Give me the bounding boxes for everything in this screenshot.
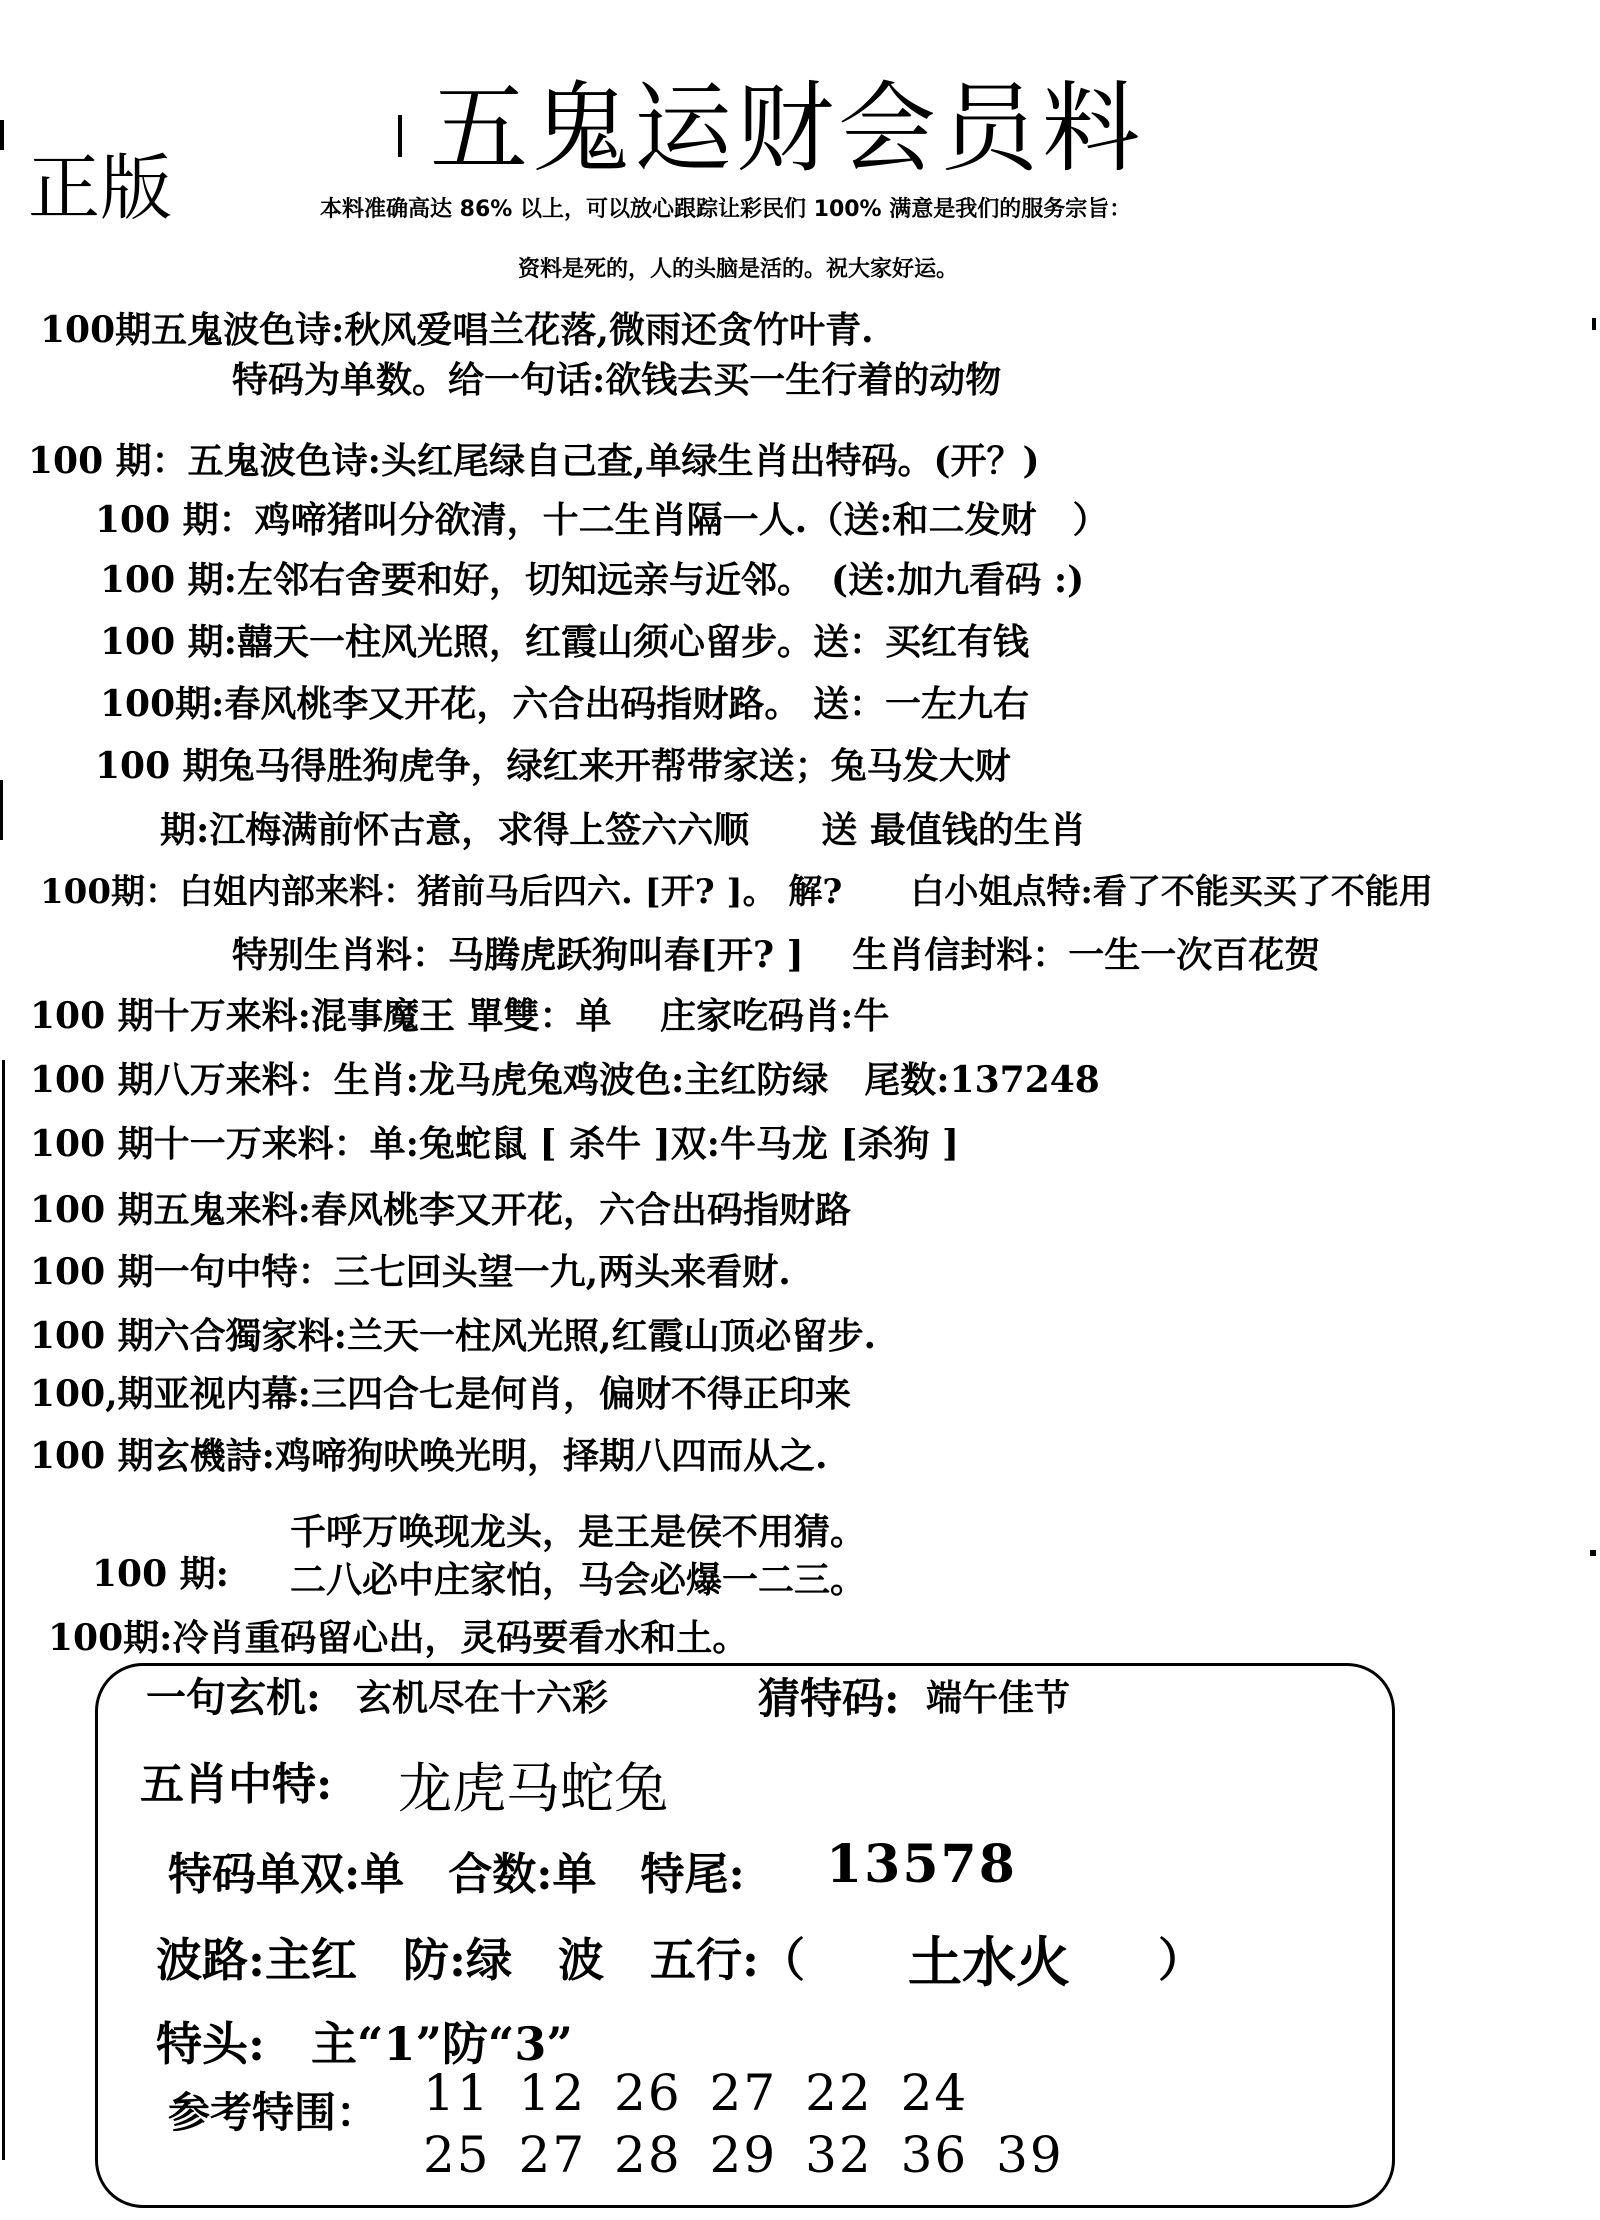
list-item: 100 期兔马得胜狗虎争，绿红来开帮带家送；兔马发大财 (95, 745, 1011, 787)
ref-numbers-row1: 11 12 26 27 22 24 (423, 2064, 969, 2122)
list-item: 100期：白姐内部来料：猪前马后四六. [开? ]。 解? 白小姐点特:看了不能买买了不能用 (40, 872, 1433, 912)
ref-numbers-row2: 25 27 28 29 32 36 39 (423, 2126, 1064, 2184)
head-line: 特头: 主“1”防“3” (156, 2017, 573, 2071)
wuxing-value: 土水火 (908, 1930, 1070, 1994)
list-item: 100 期八万来料：生肖:龙马虎兔鸡波色:主红防绿 尾数:137248 (30, 1059, 1100, 1101)
list-item: 100期:春风桃李又开花，六合出码指财路。 送：一左九右 (100, 683, 1029, 725)
five-zodiac-label: 五肖中特: (140, 1759, 333, 1810)
list-item: 100 期:囍天一柱风光照，红霞山须心留步。送：买红有钱 (100, 621, 1029, 663)
tail-value: 13578 (826, 1834, 1017, 1895)
wave-line: 波路:主红 防:绿 波 五行:（ (156, 1933, 805, 1987)
list-item: 100 期五鬼来料:春风桃李又开花，六合出码指财路 (30, 1189, 851, 1231)
list-item: 100 期玄機詩:鸡啼狗吠唤光明，择期八四而从之. (30, 1435, 828, 1477)
list-item: 100 期: (92, 1553, 229, 1595)
list-item: 100期五鬼波色诗:秋风爱唱兰花落,微雨还贪竹叶青. (40, 309, 874, 351)
danshuang-line: 特码单双:单 合数:单 特尾: (168, 1849, 745, 1900)
list-item: 100 期：鸡啼猪叫分欲清，十二生肖隔一人.（送:和二发财 ） (95, 499, 1109, 541)
scan-edge-mark (2, 1060, 5, 2160)
list-item: 100期:冷肖重码留心出，灵码要看水和土。 (48, 1617, 749, 1659)
list-item: 100 期六合獨家料:兰天一柱风光照,红霞山顶必留步. (30, 1315, 877, 1357)
title-mark (398, 115, 402, 157)
scan-edge-mark (0, 120, 4, 150)
list-item: 二八必中庄家怕，马会必爆一二三。 (290, 1559, 867, 1601)
list-item: 特别生肖料：马腾虎跃狗叫春[开? ] 生肖信封料：一生一次百花贺 (232, 934, 1321, 976)
list-item: 特码为单数。给一句话:欲钱去买一生行着的动物 (232, 359, 1002, 401)
scan-edge-mark (1590, 1550, 1596, 1556)
list-item: 100 期十一万来料：单:兔蛇鼠 [ 杀牛 ]双:牛马龙 [杀狗 ] (30, 1123, 960, 1165)
ref-label: 参考特围： (168, 2088, 379, 2137)
list-item: 100 期十万来料:混事魔王 單雙：单 庄家吃码肖:牛 (30, 995, 890, 1037)
header-subtitle-1: 本料准确高达 86% 以上，可以放心跟踪让彩民们 100% 满意是我们的服务宗旨： (320, 197, 1132, 222)
five-zodiac-value: 龙虎马蛇兔 (398, 1757, 668, 1820)
list-item: 100 期:左邻右舍要和好，切知远亲与近邻。 (送:加九看码 :) (100, 559, 1085, 601)
wave-close: ） (1158, 1933, 1204, 1987)
list-item: 100,期亚视内幕:三四合七是何肖，偏财不得正印来 (30, 1373, 851, 1415)
list-item: 期:江梅满前怀古意，求得上签六六顺 送 最值钱的生肖 (160, 809, 1086, 851)
page-title: 五鬼运财会员料 (430, 72, 1145, 186)
guess-value: 端午佳节 (926, 1677, 1071, 1719)
scan-edge-mark (0, 780, 3, 840)
list-item: 100 期：五鬼波色诗:头红尾绿自己查,单绿生肖出特码。(开？) (28, 440, 1040, 482)
riddle-value: 玄机尽在十六彩 (356, 1677, 609, 1719)
riddle-label: 一句玄机: (146, 1674, 321, 1721)
guess-label: 猜特码: (758, 1674, 900, 1723)
scan-edge-mark (1592, 318, 1596, 330)
authentic-badge: 正版 (28, 146, 173, 230)
summary-box (95, 1663, 1395, 2208)
list-item: 100 期一句中特：三七回头望一九,两头来看财. (30, 1251, 791, 1293)
header-subtitle-2: 资料是死的，人的头脑是活的。祝大家好运。 (518, 257, 959, 282)
list-item: 千呼万唤现龙头，是王是侯不用猜。 (290, 1511, 867, 1553)
